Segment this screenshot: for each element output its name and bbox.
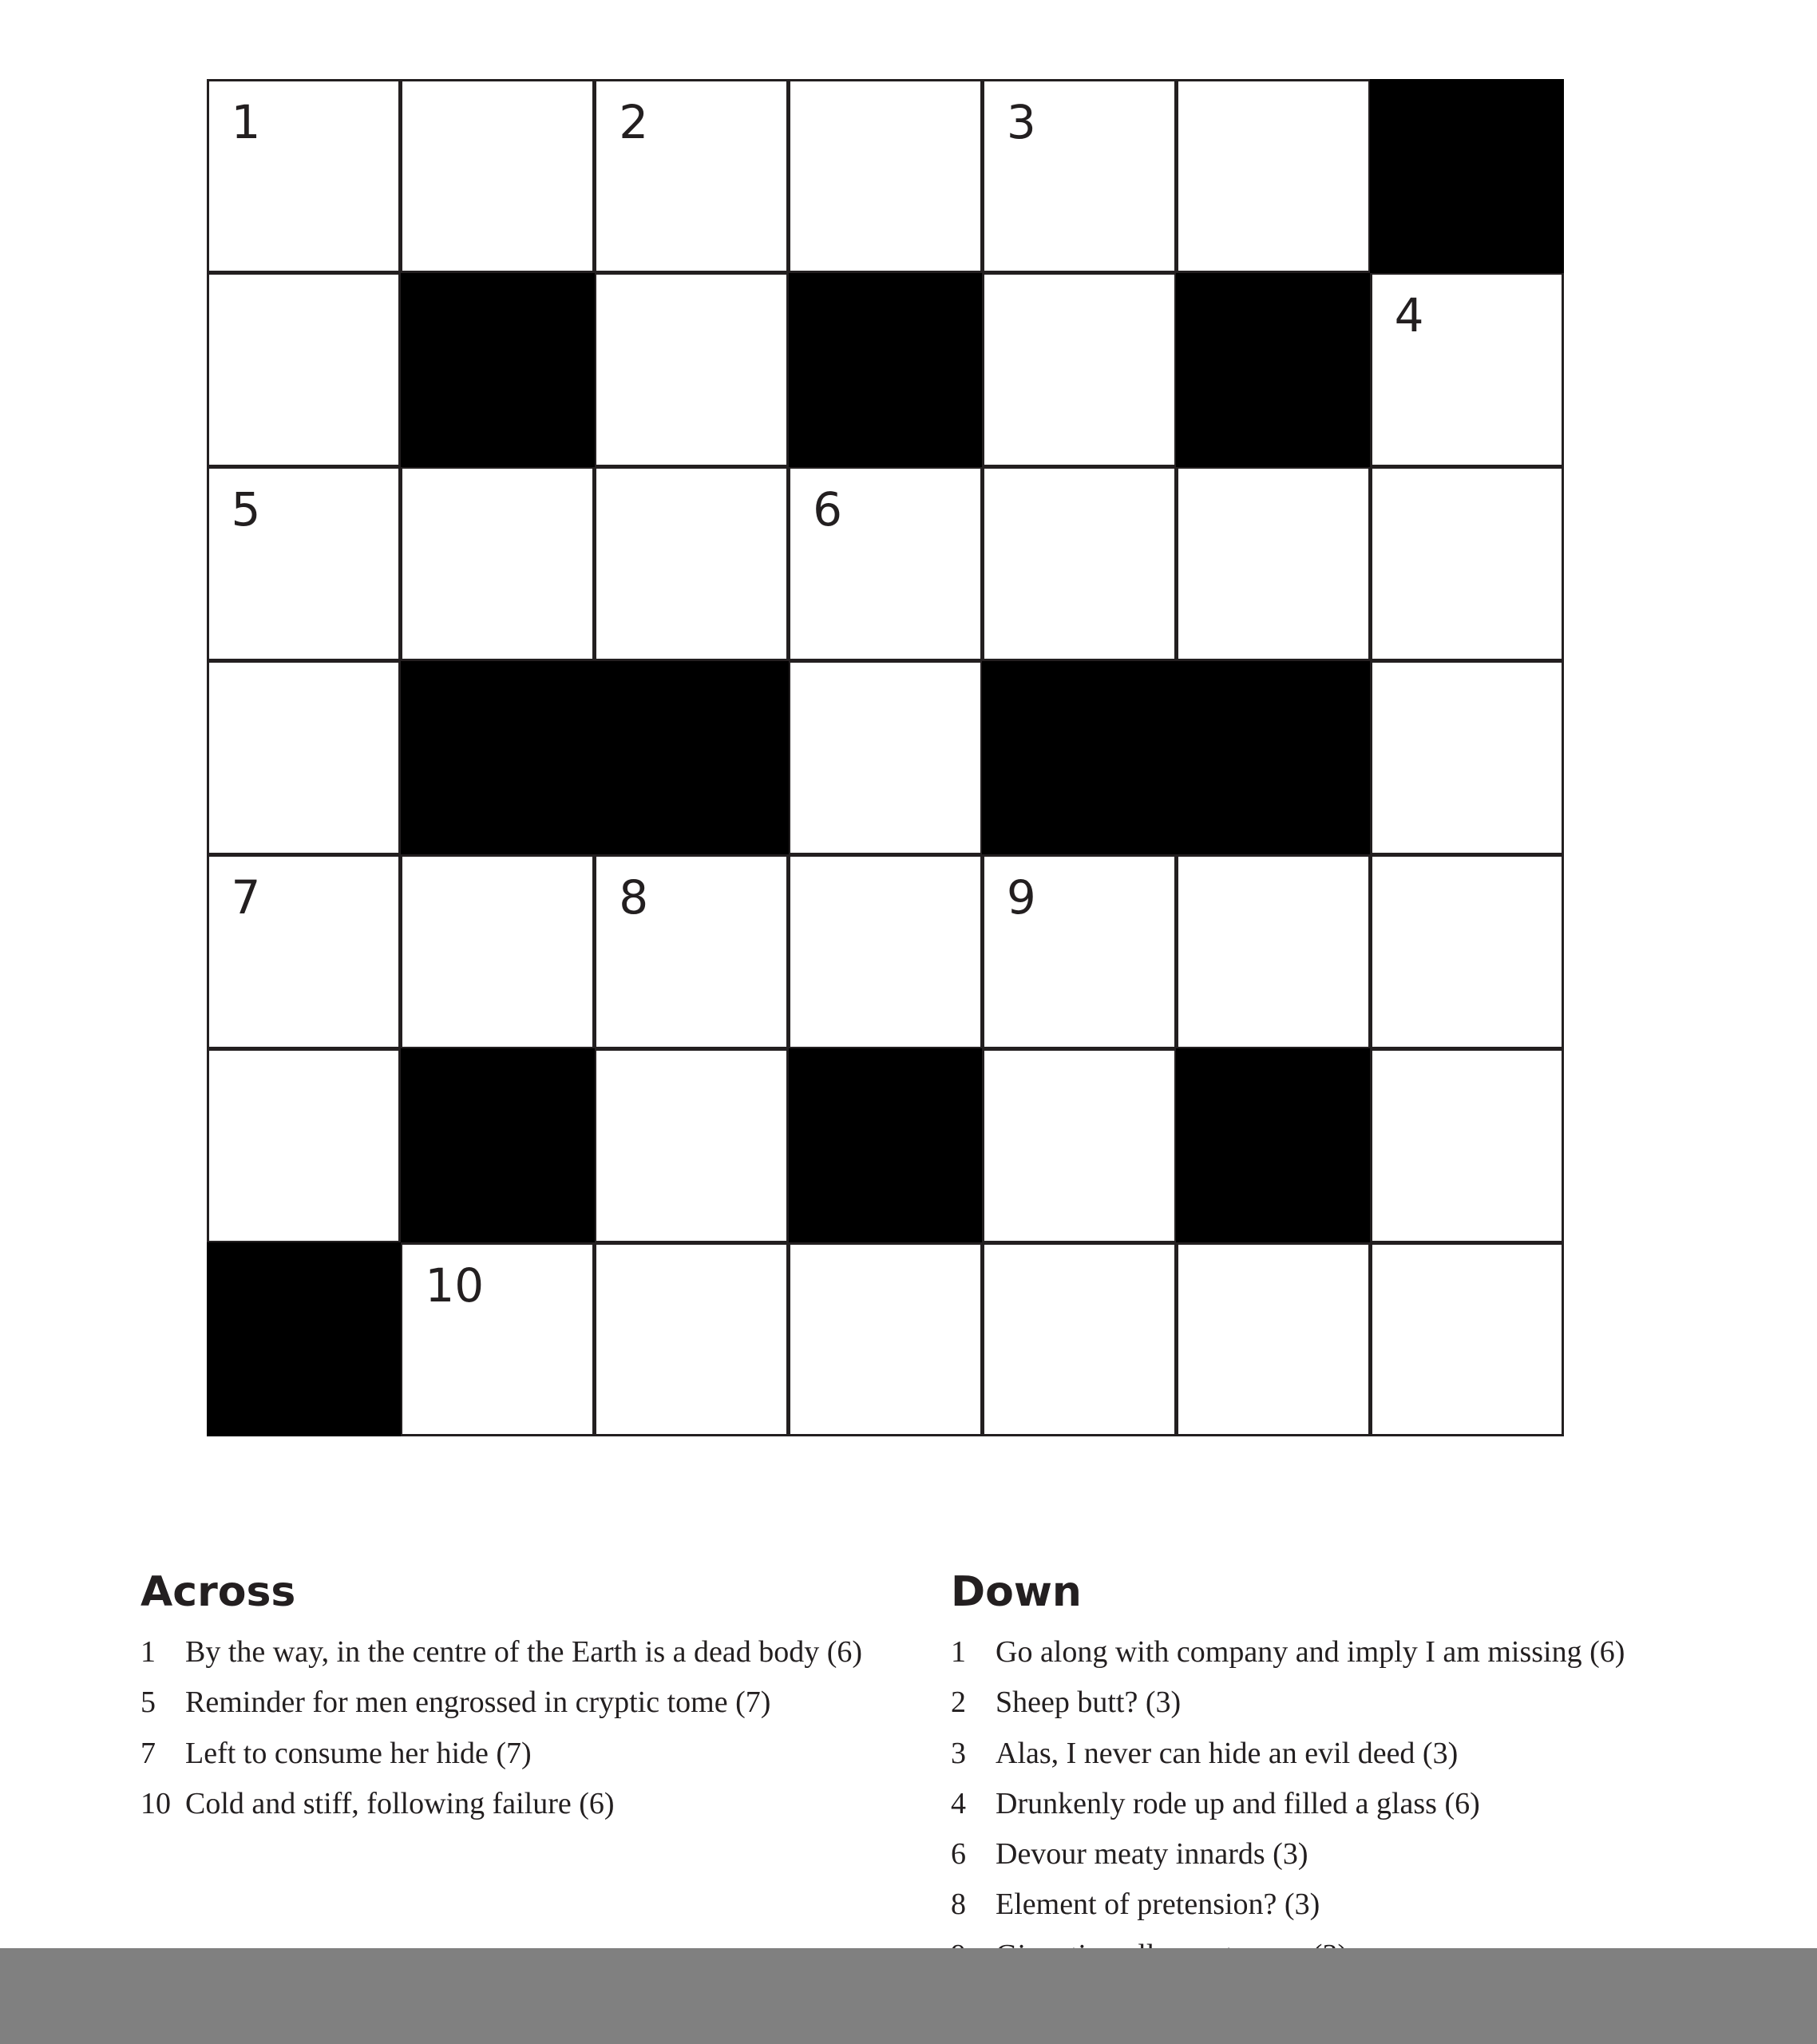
across-heading: Across [141, 1568, 296, 1616]
cell-number: 2 [619, 94, 649, 149]
grid-cell-black [595, 661, 789, 855]
grid-cell[interactable] [1178, 81, 1368, 271]
clue-number: 8 [951, 1888, 966, 1922]
clue-number: 7 [141, 1736, 156, 1770]
across-clue-list [141, 1627, 907, 1829]
clue-number: 3 [951, 1736, 966, 1770]
clue-number: 1 [141, 1635, 156, 1669]
grid-cell-black [401, 1048, 595, 1242]
grid-cell-black [982, 661, 1176, 855]
grid-cell-black [401, 273, 595, 467]
clue-text: Sheep butt? (3) [996, 1686, 1182, 1720]
across-clue[interactable] [141, 1678, 907, 1728]
down-heading: Down [951, 1568, 1082, 1616]
clue-number: 5 [141, 1686, 156, 1720]
grid-cell[interactable] [1178, 857, 1368, 1047]
grid-cell-black [1176, 661, 1370, 855]
grid-cell-black [789, 273, 983, 467]
grid-cell[interactable] [209, 469, 399, 659]
cell-number: 1 [231, 94, 261, 149]
grid-cell[interactable] [402, 857, 592, 1047]
clue-text: Left to consume her hide (7) [185, 1736, 532, 1770]
grid-cell[interactable] [596, 857, 786, 1047]
clue-text: Reminder for men engrossed in cryptic tome (7) [185, 1686, 771, 1720]
clue-text: Cold and stiff, following failure (6) [185, 1786, 615, 1820]
grid-cell[interactable] [209, 81, 399, 271]
down-clue[interactable] [951, 1779, 1797, 1829]
clue-text: By the way, in the centre of the Earth is a dead body (6) [185, 1635, 863, 1669]
grid-cell[interactable] [209, 1051, 399, 1241]
grid-cell[interactable] [984, 275, 1174, 465]
clue-text: Alas, I never can hide an evil deed (3) [996, 1736, 1459, 1770]
clue-text: Go along with company and imply I am missing (6) [996, 1635, 1625, 1669]
down-clue-list [951, 1627, 1797, 1981]
down-clue[interactable] [951, 1627, 1797, 1678]
down-clue[interactable] [951, 1880, 1797, 1930]
across-clue[interactable] [141, 1779, 907, 1829]
grid-cell-black [1370, 79, 1564, 273]
clue-number: 10 [141, 1786, 171, 1820]
grid-cell[interactable] [596, 81, 786, 271]
grid-cell[interactable] [790, 81, 980, 271]
grid-cell[interactable] [790, 469, 980, 659]
grid-cell[interactable] [790, 663, 980, 853]
cell-number: 10 [425, 1258, 485, 1313]
grid-cell[interactable] [1372, 663, 1562, 853]
across-clue[interactable] [141, 1627, 907, 1678]
across-clues [141, 1567, 907, 1829]
grid-cell[interactable] [596, 275, 786, 465]
grid-cell-black [1176, 273, 1370, 467]
grid-cell[interactable] [209, 663, 399, 853]
grid-cell[interactable] [984, 1245, 1174, 1435]
crossword-grid [207, 79, 1564, 1436]
grid-cell[interactable] [209, 857, 399, 1047]
down-clue[interactable] [951, 1829, 1797, 1880]
grid-cell[interactable] [984, 469, 1174, 659]
grid-cell-black [207, 1242, 401, 1436]
cell-number: 3 [1006, 94, 1036, 149]
grid-cell[interactable] [1372, 1051, 1562, 1241]
grid-cell[interactable] [402, 81, 592, 271]
grid-cell[interactable] [1372, 469, 1562, 659]
cell-number: 7 [231, 869, 261, 925]
grid-cell[interactable] [1372, 275, 1562, 465]
cell-number: 5 [231, 482, 261, 537]
grid-cell[interactable] [984, 81, 1174, 271]
bottom-overlay-bar [0, 1948, 1817, 2044]
grid-cell-black [789, 1048, 983, 1242]
clue-number: 6 [951, 1837, 966, 1872]
cell-number: 8 [619, 869, 649, 925]
grid-cell[interactable] [984, 1051, 1174, 1241]
grid-cell[interactable] [1372, 1245, 1562, 1435]
down-clues [951, 1567, 1797, 1981]
down-clue[interactable] [951, 1678, 1797, 1728]
down-clue[interactable] [951, 1729, 1797, 1779]
grid-cell[interactable] [596, 1051, 786, 1241]
grid-cell[interactable] [1372, 857, 1562, 1047]
grid-cell[interactable] [402, 1245, 592, 1435]
clue-number: 1 [951, 1635, 966, 1669]
grid-cell[interactable] [596, 1245, 786, 1435]
grid-cell-black [401, 661, 595, 855]
clue-text: Drunkenly rode up and filled a glass (6) [996, 1786, 1480, 1820]
grid-cell[interactable] [1178, 1245, 1368, 1435]
clue-text: Devour meaty innards (3) [996, 1837, 1308, 1872]
grid-cell[interactable] [790, 857, 980, 1047]
grid-cell[interactable] [596, 469, 786, 659]
cell-number: 4 [1394, 288, 1424, 343]
cell-number: 6 [813, 482, 842, 537]
grid-cell[interactable] [402, 469, 592, 659]
grid-cell-black [1176, 1048, 1370, 1242]
grid-cell[interactable] [790, 1245, 980, 1435]
grid-cell[interactable] [1178, 469, 1368, 659]
across-clue[interactable] [141, 1729, 907, 1779]
grid-cell[interactable] [209, 275, 399, 465]
cell-number: 9 [1006, 869, 1036, 925]
clue-text: Element of pretension? (3) [996, 1888, 1320, 1922]
grid-cell[interactable] [984, 857, 1174, 1047]
clue-number: 2 [951, 1686, 966, 1720]
clue-number: 4 [951, 1786, 966, 1820]
